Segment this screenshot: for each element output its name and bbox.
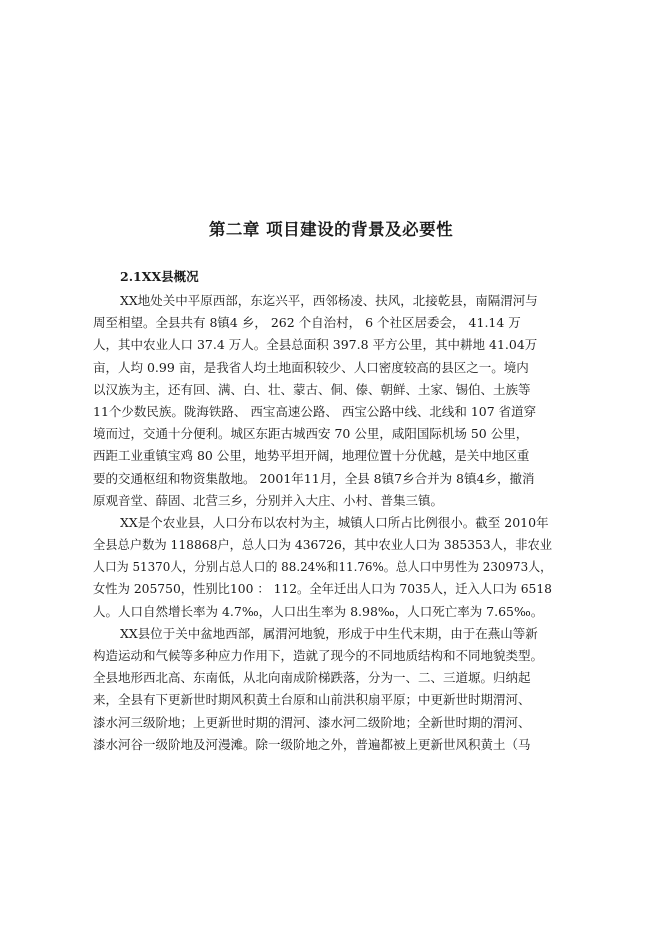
- paragraph-line: 构造运动和气候等多种应力作用下，造就了现今的不同地质结构和不同地貌类型。: [93, 648, 544, 663]
- section-heading: 2.1XX县概况: [120, 269, 199, 284]
- paragraph-line: 全县地形西北高、东南低，从北向南成阶梯跌落，分为一、二、三道塬。归纳起: [93, 670, 531, 686]
- paragraph-line: XX地处关中平原西部，东迄兴平，西邻杨凌、扶风，北接乾县，南隔渭河与: [120, 293, 538, 308]
- paragraph-line: 亩，人均 0.99 亩，是我省人均土地面积较少、人口密度较高的县区之一。境内: [93, 359, 529, 375]
- paragraph-line: 人。人口自然增长率为 4.7‰，人口出生率为 8.98‰，人口死亡率为 7.65‰。: [93, 603, 544, 619]
- paragraph-line: 境而过，交通十分便利。城区东距古城西安 70 公里，咸阳国际机场 50 公里，: [93, 426, 529, 442]
- paragraph-line: XX是个农业县，人口分布以农村为主，城镇人口所占比例很小。截至 2010年: [120, 514, 549, 530]
- paragraph-line: 11个少数民族。陇海铁路、 西宝高速公路、 西宝公路中线、北线和 107 省道穿: [93, 403, 537, 419]
- chapter-title: 第二章 项目建设的背景及必要性: [208, 220, 454, 239]
- body-text: [93, 290, 553, 756]
- paragraph-line: 女性为 205750，性别比100 ： 112。全年迁出人口为 7035人，迁入人口为 6518: [93, 581, 553, 597]
- paragraph-line: XX县位于关中盆地西部，属渭河地貌，形成于中生代末期，由于在燕山等新: [120, 625, 538, 641]
- paragraph-line: 西距工业重镇宝鸡 80 公里，地势平坦开阔，地理位置十分优越，是关中地区重: [93, 448, 530, 464]
- paragraph-line: 漆水河三级阶地；上更新世时期的渭河、漆水河二级阶地；全新世时期的渭河、: [93, 714, 531, 730]
- paragraph-line: 人，其中农业人口 37.4 万人。全县总面积 397.8 平方公里，其中耕地 41.04万: [93, 337, 538, 353]
- paragraph-line: 全县总户数为 118868户，总人口为 436726，其中农业人口为 385353人，非农业: [93, 537, 553, 553]
- paragraph-line: 周至相望。全县共有 8镇4 乡， 262 个自治村， 6 个社区居委会， 41.14 万: [93, 315, 521, 331]
- paragraph-line: 原观音堂、薛固、北营三乡，分别并入大庄、小村、普集三镇。: [93, 492, 444, 508]
- paragraph-line: 来，全县有下更新世时期风积黄土台原和山前洪积扇平原；中更新世时期渭河、: [93, 692, 531, 708]
- paragraph-line: 以汉族为主，还有回、满、白、壮、蒙古、侗、傣、朝鲜、土家、锡伯、土族等: [93, 381, 531, 397]
- paragraph-line: 漆水河谷一级阶地及河漫滩。除一级阶地之外，普遍都被上更新世风积黄土（马: [93, 736, 531, 752]
- paragraph-line: 要的交通枢纽和物资集散地。 2001年11月，全县 8镇7乡合并为 8镇4乡，撤消: [93, 470, 535, 486]
- paragraph-line: 人口为 51370人，分别占总人口的 88.24%和11.76%。总人口中男性为 230973人，: [93, 559, 552, 575]
